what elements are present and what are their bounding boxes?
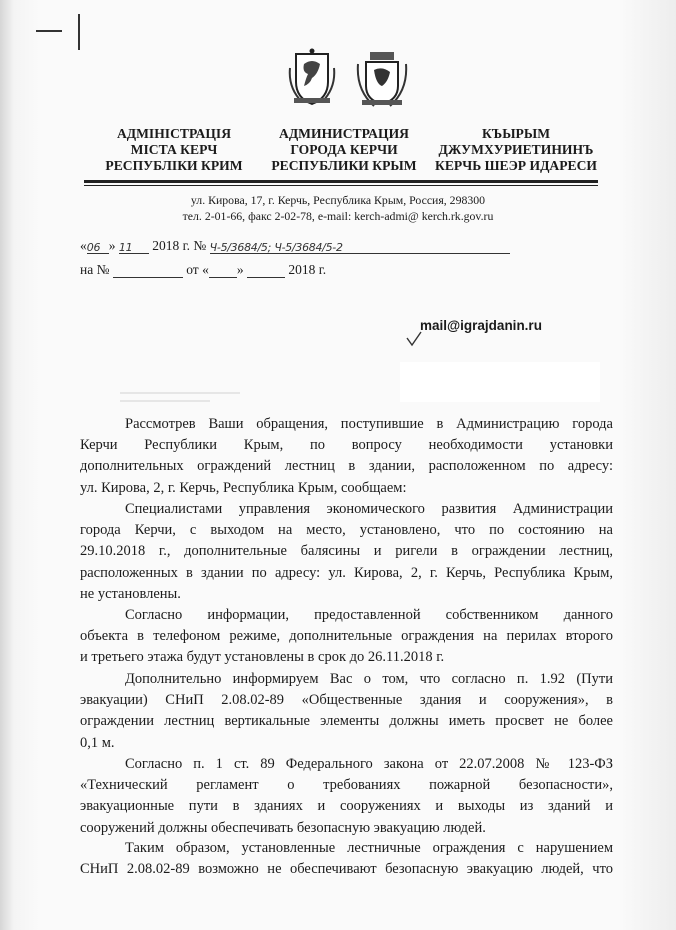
- text-line: Согласно информации, предоставленной собственником данного: [125, 607, 613, 623]
- text-line: эвакуации) СНиП 2.08.02-89 «Общественные здания и сооружения», в: [80, 692, 613, 709]
- text-line: 0,1 м.: [80, 734, 115, 751]
- incoming-prefix: на №: [80, 262, 110, 277]
- header-line: РЕСПУБЛІКИ КРИМ: [105, 158, 243, 173]
- bleed-through-line: [120, 400, 210, 402]
- body-paragraph: [80, 414, 613, 499]
- redacted-area: [400, 362, 600, 402]
- header-russian: [254, 126, 434, 174]
- incoming-day-field: [209, 263, 237, 278]
- header-line: АДМІНІСТРАЦІЯ: [116, 126, 232, 141]
- header-line: АДМИНИСТРАЦИЯ: [279, 126, 409, 141]
- text-line: Керчи Республики Крым, по вопросу необходимости установки: [80, 437, 613, 454]
- quote-close: »: [108, 238, 116, 253]
- outgoing-reference: [80, 238, 510, 254]
- header-crimean-tatar: [418, 126, 614, 174]
- margin-mark-dash: [36, 30, 62, 32]
- text-line: дополнительных ограждений лестниц в здании, расположенном по адресу:: [80, 458, 613, 475]
- text-line: СНиП 2.08.02-89 возможно не обеспечивают безопасную эвакуацию людей, что: [80, 861, 613, 878]
- month-value: 11: [118, 241, 133, 254]
- address-line: ул. Кирова, 17, г. Керчь, Республика Крым, Россия, 298300: [190, 193, 486, 207]
- incoming-from: от «: [186, 262, 209, 277]
- number-value-2: Ч-5/3684/5-2: [274, 241, 343, 254]
- body-paragraph: [80, 669, 613, 754]
- text-line: Согласно п. 1 ст. 89 Федерального закона от 22.07.2008 № 123-ФЗ: [125, 756, 613, 772]
- number-field: [210, 239, 510, 254]
- text-line: расположенных в здании по адресу: ул. Кирова, 2, г. Керчь, Республика Крым,: [80, 564, 613, 581]
- header-line: РЕСПУБЛИКИ КРЫМ: [271, 158, 417, 173]
- text-line: не установлены.: [80, 585, 181, 602]
- body-paragraph: [80, 838, 613, 880]
- text-line: 29.10.2018 г., дополнительные балясины и ригели в ограждении лестниц,: [80, 543, 613, 560]
- header-line: ГОРОДА КЕРЧИ: [290, 142, 398, 157]
- text-line: объекта в телефоном режиме, дополнительные ограждения на перилах второго: [80, 628, 613, 645]
- month-field: [119, 239, 149, 254]
- bleed-through-line: [120, 392, 240, 394]
- text-line: «Технический регламент о требованиях пожарной безопасности»,: [80, 777, 613, 794]
- number-value-1: Ч-5/3684/5: [209, 241, 268, 254]
- recipient-email: mail@igrajdanin.ru: [420, 318, 542, 333]
- kerch-coat-of-arms-icon: [356, 50, 408, 108]
- body-paragraph: [80, 605, 613, 669]
- header-ukrainian: [84, 126, 264, 174]
- text-line: ул. Кирова, 2, г. Керчь, Республика Крым, сообщаем:: [80, 479, 407, 496]
- header-line: ДЖУМХУРИЕТИНИНЪ: [438, 142, 594, 157]
- day-field: [87, 239, 109, 254]
- incoming-quote-close: »: [236, 262, 244, 277]
- text-line: Рассмотрев Ваши обращения, поступившие в Администрацию города: [125, 416, 613, 432]
- incoming-year: 2018 г.: [288, 262, 327, 277]
- quote-open: «: [80, 238, 87, 253]
- header-rule-thin: [84, 185, 598, 186]
- header-rule-thick: [84, 180, 598, 183]
- header-line: КЕРЧЬ ШЕЭР ИДАРЕСИ: [434, 158, 597, 173]
- number-separator: ;: [267, 241, 271, 254]
- year-label: 2018 г. №: [152, 238, 207, 253]
- text-line: города Керчи, с выходом на место, установлено, что по состоянию на: [80, 522, 613, 539]
- day-value: 06: [86, 241, 101, 254]
- incoming-reference: [80, 262, 326, 278]
- text-line: Дополнительно информируем Вас о том, что согласно п. 1.92 (Пути: [125, 671, 613, 687]
- header-line: МІСТА КЕРЧ: [130, 142, 218, 157]
- body-paragraph: [80, 754, 613, 839]
- margin-mark: [78, 14, 80, 50]
- incoming-month-field: [247, 263, 285, 278]
- text-line: Таким образом, установленные лестничные ограждения с нарушением: [125, 840, 613, 856]
- text-line: Специалистами управления экономического развития Администрации: [125, 501, 613, 517]
- body-paragraph: [80, 499, 613, 605]
- text-line: эвакуационные пути в зданиях и сооружениях и выходы из зданий и: [80, 798, 613, 815]
- text-line: и третьего этажа будут установлены в срок до 26.11.2018 г.: [80, 649, 445, 666]
- crimea-coat-of-arms-icon: [288, 48, 336, 108]
- contact-line: тел. 2-01-66, факс 2-02-78, e-mail: kerch-admi@ kerch.rk.gov.ru: [182, 209, 494, 223]
- text-line: ограждении лестниц вертикальные элементы должны иметь просвет не более: [80, 713, 613, 730]
- text-line: сооружений должны обеспечивать безопасную эвакуацию людей.: [80, 819, 486, 836]
- header-line: КЪЫРЫМ: [481, 126, 551, 141]
- incoming-number-field: [113, 263, 183, 278]
